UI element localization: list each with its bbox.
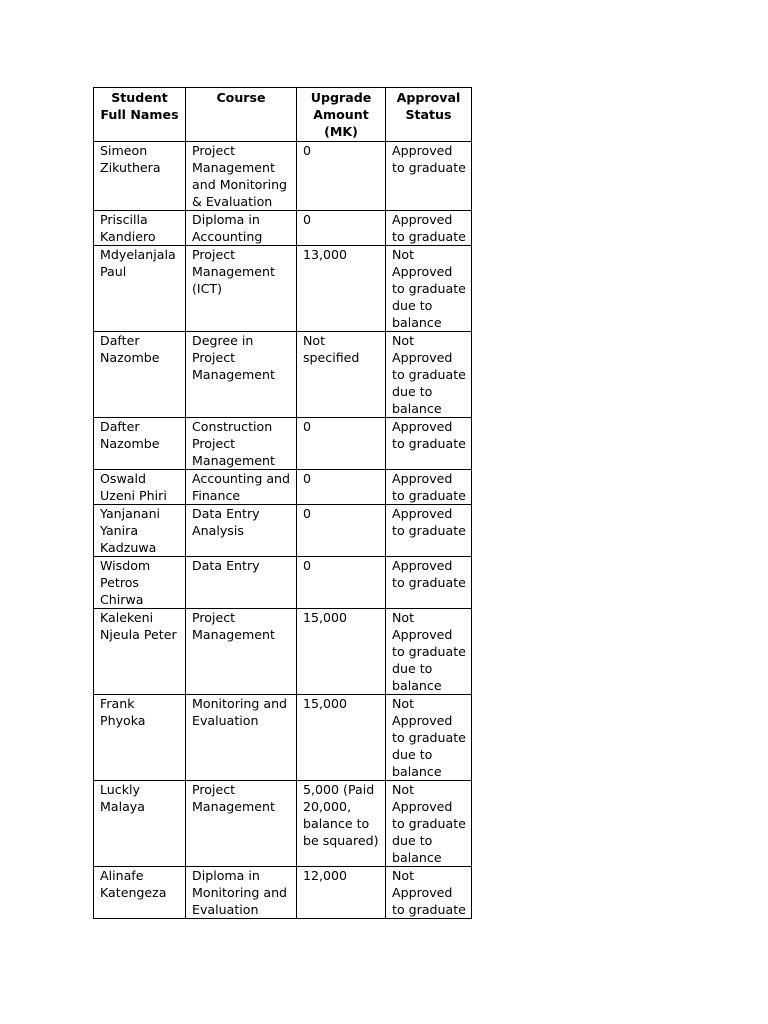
course-cell: Accounting and Finance	[186, 470, 297, 505]
upgrade-amount-cell: 5,000 (Paid 20,000, balance to be squared)	[297, 781, 386, 867]
course-cell: Diploma in Monitoring and Evaluation	[186, 867, 297, 919]
upgrade-amount-cell: Not specified	[297, 332, 386, 418]
header-student-full-names: Student Full Names	[94, 88, 186, 142]
upgrade-amount-cell: 0	[297, 557, 386, 609]
course-cell: Data Entry Analysis	[186, 505, 297, 557]
approval-status-cell: Approved to graduate	[386, 142, 472, 211]
student-name-cell: Priscilla Kandiero	[94, 211, 186, 246]
table-row	[94, 695, 472, 781]
approval-status-cell: Not Approved to graduate due to balance	[386, 695, 472, 781]
header-approval-status: Approval Status	[386, 88, 472, 142]
student-name-cell: Dafter Nazombe	[94, 332, 186, 418]
approval-status-cell: Approved to graduate	[386, 557, 472, 609]
course-cell: Data Entry	[186, 557, 297, 609]
upgrade-amount-cell: 0	[297, 418, 386, 470]
approval-status-cell: Approved to graduate	[386, 211, 472, 246]
header-upgrade-amount: Upgrade Amount (MK)	[297, 88, 386, 142]
approval-status-cell: Not Approved to graduate	[386, 867, 472, 919]
student-name-cell: Oswald Uzeni Phiri	[94, 470, 186, 505]
approval-status-cell: Approved to graduate	[386, 505, 472, 557]
upgrade-amount-cell: 0	[297, 142, 386, 211]
approval-status-cell: Not Approved to graduate due to balance	[386, 609, 472, 695]
upgrade-amount-cell: 0	[297, 470, 386, 505]
student-name-cell: Luckly Malaya	[94, 781, 186, 867]
student-name-cell: Simeon Zikuthera	[94, 142, 186, 211]
upgrade-amount-cell: 13,000	[297, 246, 386, 332]
student-name-cell: Yanjanani Yanira Kadzuwa	[94, 505, 186, 557]
table-header-row	[94, 88, 472, 142]
approval-status-cell: Not Approved to graduate due to balance	[386, 332, 472, 418]
course-cell: Project Management	[186, 609, 297, 695]
graduation-approval-table	[93, 87, 472, 919]
approval-status-cell: Not Approved to graduate due to balance	[386, 246, 472, 332]
student-name-cell: Wisdom Petros Chirwa	[94, 557, 186, 609]
course-cell: Diploma in Accounting	[186, 211, 297, 246]
table-row	[94, 332, 472, 418]
approval-status-cell: Approved to graduate	[386, 470, 472, 505]
student-name-cell: Kalekeni Njeula Peter	[94, 609, 186, 695]
course-cell: Project Management and Monitoring & Evaluation	[186, 142, 297, 211]
course-cell: Monitoring and Evaluation	[186, 695, 297, 781]
table-row	[94, 781, 472, 867]
course-cell: Degree in Project Management	[186, 332, 297, 418]
table-row	[94, 418, 472, 470]
upgrade-amount-cell: 15,000	[297, 609, 386, 695]
table-row	[94, 470, 472, 505]
upgrade-amount-cell: 0	[297, 505, 386, 557]
upgrade-amount-cell: 0	[297, 211, 386, 246]
course-cell: Construction Project Management	[186, 418, 297, 470]
course-cell: Project Management	[186, 781, 297, 867]
upgrade-amount-cell: 12,000	[297, 867, 386, 919]
student-name-cell: Mdyelanjala Paul	[94, 246, 186, 332]
student-name-cell: Alinafe Katengeza	[94, 867, 186, 919]
table-row	[94, 505, 472, 557]
table-row	[94, 246, 472, 332]
table-row	[94, 867, 472, 919]
table-row	[94, 609, 472, 695]
table-row	[94, 142, 472, 211]
approval-status-cell: Approved to graduate	[386, 418, 472, 470]
table-row	[94, 557, 472, 609]
table-row	[94, 211, 472, 246]
student-name-cell: Dafter Nazombe	[94, 418, 186, 470]
upgrade-amount-cell: 15,000	[297, 695, 386, 781]
header-course: Course	[186, 88, 297, 142]
approval-status-cell: Not Approved to graduate due to balance	[386, 781, 472, 867]
student-name-cell: Frank Phyoka	[94, 695, 186, 781]
course-cell: Project Management (ICT)	[186, 246, 297, 332]
